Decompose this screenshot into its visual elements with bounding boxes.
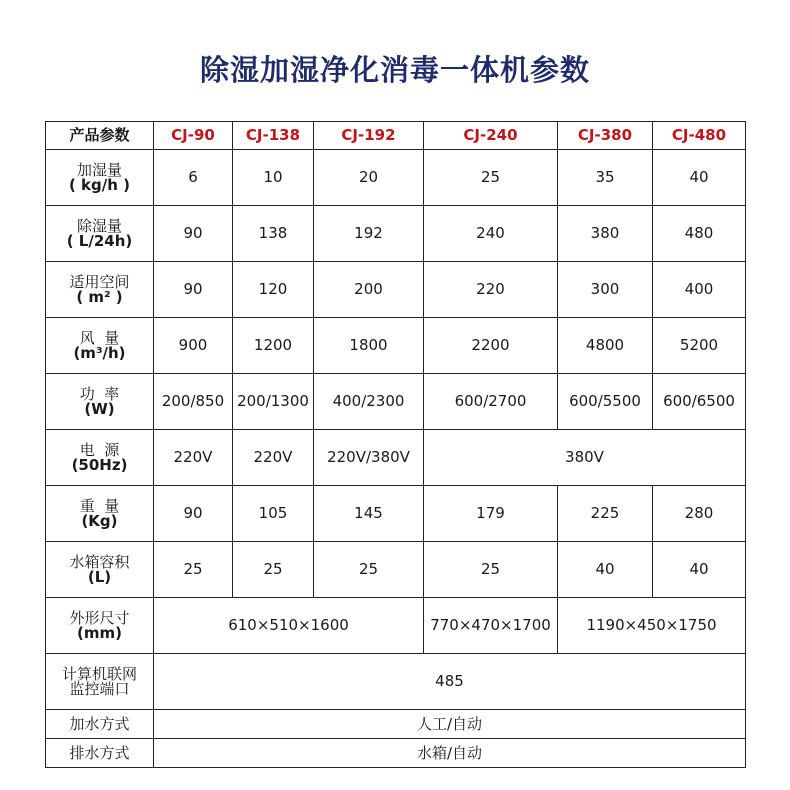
value-cell: 900 (154, 318, 233, 374)
value-cell: 2200 (424, 318, 558, 374)
value-cell: 600/6500 (653, 374, 746, 430)
table-row-supply (46, 430, 746, 486)
row-unit-text: ( m² ) (76, 287, 123, 306)
value-cell: 25 (233, 542, 314, 598)
value-cell: 90 (154, 206, 233, 262)
value-cell: 179 (424, 486, 558, 542)
row-label-text: 外形尺寸 (69, 608, 130, 627)
row-label-text: 电 源 (79, 440, 120, 459)
value-cell: 25 (154, 542, 233, 598)
row-label (46, 206, 154, 262)
value-cell: 220V/380V (314, 430, 424, 486)
value-cell: 10 (233, 150, 314, 206)
row-unit-text: ( L/24h) (66, 231, 133, 250)
value-cell: 145 (314, 486, 424, 542)
row-label-text: 重 量 (79, 496, 120, 515)
value-cell: 25 (424, 150, 558, 206)
row-label: 加水方式 (46, 710, 154, 739)
value-cell-merged: 380V (424, 430, 746, 486)
row-label-text: 除湿量 (76, 216, 122, 235)
value-cell: 200/1300 (233, 374, 314, 430)
value-cell: 138 (233, 206, 314, 262)
row-label-text: 水箱容积 (69, 552, 130, 571)
row-label-text: 适用空间 (69, 272, 130, 291)
row-label-text: 计算机联网 (61, 664, 137, 683)
value-cell-merged: 1190×450×1750 (558, 598, 746, 654)
row-label-text: 风 量 (79, 328, 120, 347)
value-cell: 20 (314, 150, 424, 206)
row-label (46, 598, 154, 654)
row-label (46, 430, 154, 486)
value-cell: 1200 (233, 318, 314, 374)
value-cell: 120 (233, 262, 314, 318)
value-cell: 40 (653, 150, 746, 206)
value-cell: 600/5500 (558, 374, 653, 430)
value-cell: 5200 (653, 318, 746, 374)
value-cell-merged: 水箱/自动 (154, 739, 746, 768)
table-header-row (46, 122, 746, 150)
row-label-text: 加湿量 (76, 160, 122, 179)
row-unit-text: (L) (87, 567, 112, 586)
page-title: 除湿加湿净化消毒一体机参数 (199, 53, 590, 87)
table-row-monitor (46, 654, 746, 710)
value-cell: 40 (558, 542, 653, 598)
value-cell: 400 (653, 262, 746, 318)
param-header-cell: 产品参数 (46, 122, 154, 150)
row-label-text: 监控端口 (69, 679, 130, 698)
value-cell: 105 (233, 486, 314, 542)
model-header-cell: CJ-192 (314, 122, 424, 150)
model-header-cell: CJ-240 (424, 122, 558, 150)
value-cell: 90 (154, 262, 233, 318)
row-unit-text: ( kg/h ) (68, 175, 131, 194)
row-label (46, 374, 154, 430)
row-label (46, 542, 154, 598)
value-cell: 1800 (314, 318, 424, 374)
row-label-text: 功 率 (79, 384, 120, 403)
row-label (46, 654, 154, 710)
table-row-space (46, 262, 746, 318)
table-row-tank (46, 542, 746, 598)
model-header-cell: CJ-380 (558, 122, 653, 150)
value-cell: 192 (314, 206, 424, 262)
value-cell: 6 (154, 150, 233, 206)
table-row-airflow (46, 318, 746, 374)
value-cell: 770×470×1700 (424, 598, 558, 654)
model-header-cell: CJ-138 (233, 122, 314, 150)
row-unit-text: (Kg) (81, 511, 118, 530)
value-cell: 400/2300 (314, 374, 424, 430)
value-cell: 220 (424, 262, 558, 318)
row-label: 排水方式 (46, 739, 154, 768)
value-cell: 600/2700 (424, 374, 558, 430)
table-row-fill (46, 710, 746, 739)
value-cell: 25 (424, 542, 558, 598)
value-cell-merged: 人工/自动 (154, 710, 746, 739)
model-header-cell: CJ-480 (653, 122, 746, 150)
row-unit-text: (mm) (77, 623, 122, 642)
row-label (46, 262, 154, 318)
table-row-humidify (46, 150, 746, 206)
value-cell: 300 (558, 262, 653, 318)
value-cell: 4800 (558, 318, 653, 374)
row-unit-text: (m³/h) (73, 343, 126, 362)
table-row-size (46, 598, 746, 654)
table-row-weight (46, 486, 746, 542)
model-header-cell: CJ-90 (154, 122, 233, 150)
row-unit-text: (50Hz) (71, 455, 128, 474)
spec-table (45, 121, 746, 768)
value-cell: 40 (653, 542, 746, 598)
value-cell: 25 (314, 542, 424, 598)
table-row-power (46, 374, 746, 430)
row-unit-text: (W) (84, 399, 115, 418)
value-cell-merged: 485 (154, 654, 746, 710)
value-cell: 380 (558, 206, 653, 262)
value-cell: 480 (653, 206, 746, 262)
value-cell: 240 (424, 206, 558, 262)
value-cell: 200 (314, 262, 424, 318)
value-cell: 220V (233, 430, 314, 486)
value-cell: 225 (558, 486, 653, 542)
row-label (46, 150, 154, 206)
value-cell-merged: 610×510×1600 (154, 598, 424, 654)
value-cell: 35 (558, 150, 653, 206)
row-label (46, 318, 154, 374)
value-cell: 200/850 (154, 374, 233, 430)
value-cell: 280 (653, 486, 746, 542)
table-row-dehumidify (46, 206, 746, 262)
value-cell: 220V (154, 430, 233, 486)
value-cell: 90 (154, 486, 233, 542)
row-label (46, 486, 154, 542)
table-row-drain (46, 739, 746, 768)
